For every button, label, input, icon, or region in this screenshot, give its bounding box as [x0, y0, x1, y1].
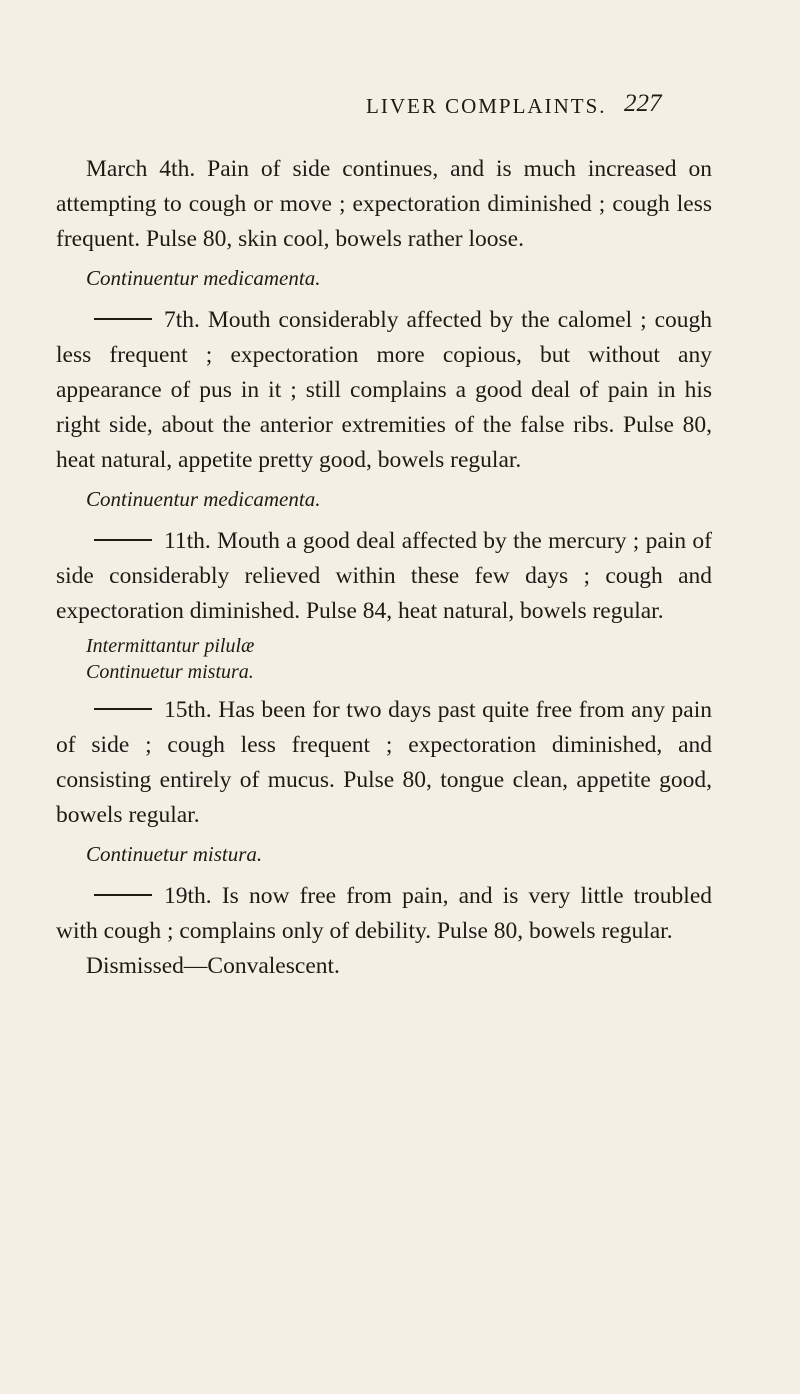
prescription [56, 633, 712, 685]
entry-date: 11th. [164, 528, 211, 554]
date-dash [94, 539, 152, 541]
running-title: LIVER COMPLAINTS. [366, 94, 607, 118]
prescription [56, 482, 712, 516]
entry-text: Is now free from pain, and is very little troubled with cough ; complains only of debility. Pulse 80, bowels regular. [56, 883, 712, 944]
prescription [56, 261, 712, 295]
discharge-note: Dismissed—Convalescent. [86, 953, 340, 979]
entry-text: Mouth a good deal affected by the mercury ; pain of side considerably relieved within these few days ; cough and expectoration diminished. Pulse 84, heat natural, bowels regular. [56, 528, 713, 624]
entry-date: March 4th. [86, 156, 196, 182]
case-entry-11th [56, 524, 712, 629]
prescription [56, 837, 712, 871]
case-entry-15th [56, 693, 712, 833]
entry-text: Mouth considerably affected by the calomel ; cough less frequent ; expectoration more copious, but without any appearance of pus in it ; still complains a good deal of pain in his right side, about the anterior extremities of the false ribs. Pulse 80, heat natural, appetite pretty good, bowels regular. [56, 307, 712, 473]
entry-date: 7th. [164, 307, 200, 333]
page-header [0, 88, 800, 128]
case-entry-7th [56, 303, 712, 478]
date-dash [94, 894, 152, 896]
date-dash [94, 708, 152, 710]
prescription-line: Intermittantur pilulæ [86, 635, 255, 657]
prescription-line: Continuentur medicamenta. [86, 266, 321, 290]
case-notes [56, 152, 712, 984]
prescription-line: Continuetur mistura. [86, 842, 263, 866]
page-number: 227 [624, 90, 662, 117]
date-dash [94, 318, 152, 320]
prescription-line: Continuetur mistura. [86, 661, 254, 683]
entry-text: Has been for two days past quite free from any pain of side ; cough less frequent ; expectoration diminished, and consisting entirely of mucus. Pulse 80, tongue clean, appetite good, bowels regular. [56, 697, 713, 828]
case-entry-19th [56, 879, 712, 949]
entry-date: 15th. [164, 697, 212, 723]
entry-text: Pain of side continues, and is much increased on attempting to cough or move ; expectoration diminished ; cough less frequent. Pulse 80, skin cool, bowels rather loose. [56, 156, 713, 252]
case-entry-march-4 [56, 152, 712, 257]
prescription-line: Continuentur medicamenta. [86, 487, 321, 511]
entry-date: 19th. [164, 883, 212, 909]
